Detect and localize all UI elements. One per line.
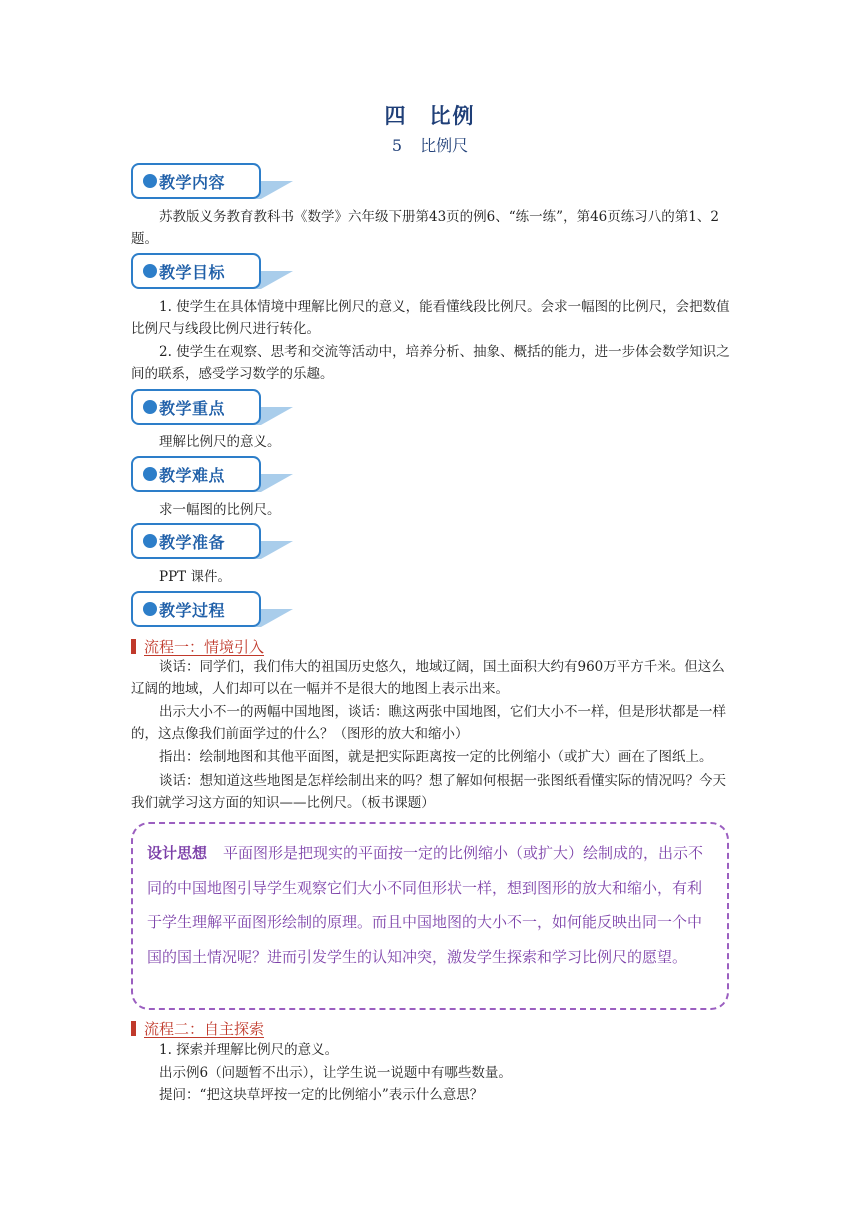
flow-2-paragraph: 提问：“把这块草坪按一定的比例缩小”表示什么意思？ [159,1087,484,1103]
section-header-process [131,591,301,631]
lesson-number: 5 [391,136,403,155]
section-header-difficulties [131,456,301,496]
section-label: 教学准备 [159,532,226,552]
bullet-dot-icon [143,602,157,616]
flow-marker-icon [131,639,136,654]
section-header-goals [131,253,301,293]
section-label: 教学内容 [159,172,226,192]
flow-2-paragraph: 出示例6（问题暂不出示），让学生说一说题中有哪些数量。 [159,1065,512,1081]
bullet-dot-icon [143,534,157,548]
bullet-dot-icon [143,400,157,414]
bullet-dot-icon [143,174,157,188]
section-label: 教学目标 [159,262,226,282]
preparation-text: PPT 课件。 [159,569,231,585]
unit-name: 比例 [429,104,476,128]
flow-1-paragraph: 谈话：同学们，我们伟大的祖国历史悠久，地域辽阔，国土面积大约有960万平方千米。但这么辽阔的地域，人们却可以在一幅并不是很大的地图上表示出来。 [131,659,725,697]
flow-marker-icon [131,1021,136,1036]
section-label: 教学过程 [159,600,226,620]
unit-title [0,100,860,130]
section-label: 教学难点 [159,465,226,485]
unit-number: 四 [384,104,408,128]
bullet-dot-icon [143,264,157,278]
flow-1-heading [131,636,264,656]
section-header-key-points [131,389,301,429]
flow-1-paragraph: 指出：绘制地图和其他平面图，就是把实际距离按一定的比例缩小（或扩大）画在了图纸上。 [159,749,713,765]
flow-1-paragraph: 出示大小不一的两幅中国地图，谈话：瞧这两张中国地图，它们大小不一样，但是形状都是一样的，这点像我们前面学过的什么？（图形的放大和缩小） [131,704,726,742]
flow-1-title: 流程一：情境引入 [144,637,265,656]
flow-1-paragraph: 谈话：想知道这些地图是怎样绘制出来的吗？想了解如何根据一张图纸看懂实际的情况吗？今天我们就学习这方面的知识——比例尺。（板书课题） [131,773,726,811]
lesson-name: 比例尺 [420,136,469,155]
design-thought-box [131,822,729,1010]
flow-2-paragraph: 1. 探索并理解比例尺的意义。 [159,1042,339,1058]
content-paragraph: 苏教版义务教育教科书《数学》六年级下册第43页的例6、“练一练”，第46页练习八的第1、2题。 [131,209,719,247]
key-points-text: 理解比例尺的意义。 [159,434,281,450]
bullet-dot-icon [143,467,157,481]
flow-2-heading [131,1018,264,1038]
section-header-content [131,163,301,203]
design-thought-text: 平面图形是把现实的平面按一定的比例缩小（或扩大）绘制成的，出示不同的中国地图引导学生观察它们大小不同但形状一样，想到图形的放大和缩小，有利于学生理解平面图形绘制的原理。而且中国地图的大小不一，如何能反映出同一个中国的国土情况呢？进而引发学生的认知冲突，激发学生探索和学习比例尺的愿望。 [147,844,704,966]
flow-2-title: 流程二：自主探索 [144,1019,265,1038]
goal-item-1: 1. 使学生在具体情境中理解比例尺的意义，能看懂线段比例尺。会求一幅图的比例尺，会把数值比例尺与线段比例尺进行转化。 [131,299,730,337]
difficulties-text: 求一幅图的比例尺。 [159,502,281,518]
goal-item-2: 2. 使学生在观察、思考和交流等活动中，培养分析、抽象、概括的能力，进一步体会数学知识之间的联系，感受学习数学的乐趣。 [131,344,730,382]
section-header-preparation [131,523,301,563]
lesson-title [0,133,860,156]
design-thought-label: 设计思想 [147,844,208,862]
section-label: 教学重点 [159,398,226,418]
